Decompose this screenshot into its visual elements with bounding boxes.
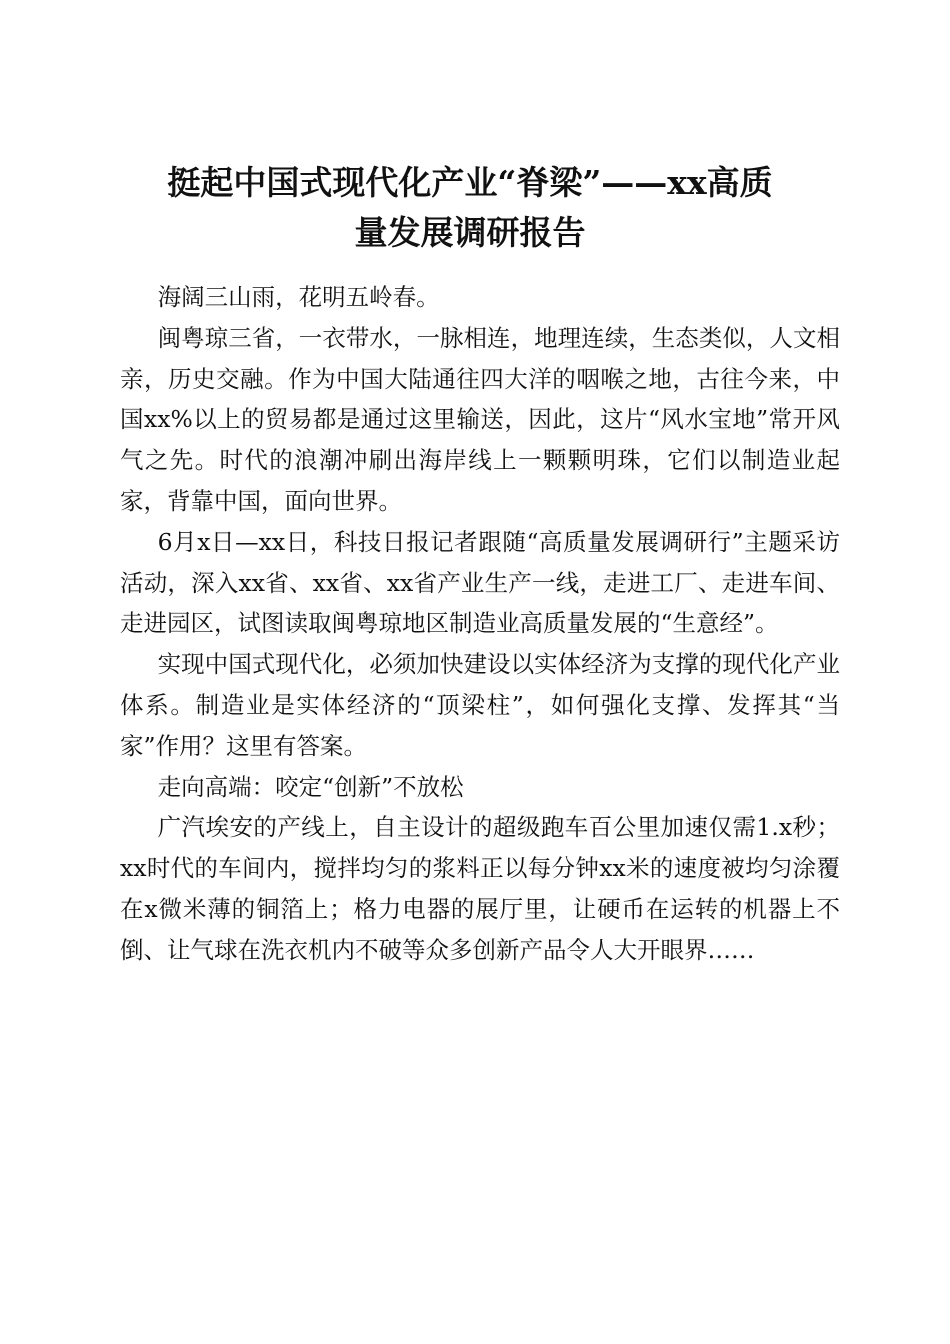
document-body: [120, 277, 840, 971]
document-title: [100, 158, 840, 258]
paragraph-1: 海阔三山雨，花明五岭春。: [157, 283, 440, 311]
paragraph-4: 实现中国式现代化，必须加快建设以实体经济为支撑的现代化产业体系。制造业是实体经济的“顶梁柱”，如何强化支撑、发挥其“当家”作用？这里有答案。: [120, 650, 840, 760]
paragraph-5: 广汽埃安的产线上，自主设计的超级跑车百公里加速仅需1.x秒；xx时代的车间内，搅拌均匀的浆料正以每分钟xx米的速度被均匀涂覆在x微米薄的铜箔上；格力电器的展厅里，让硬币在运转的机器上不倒、让气球在洗衣机内不破等众多创新产品令人大开眼界……: [120, 813, 840, 964]
paragraph-2: 闽粤琼三省，一衣带水，一脉相连，地理连续，生态类似，人文相亲，历史交融。作为中国大陆通往四大洋的咽喉之地，古往今来，中国xx%以上的贸易都是通过这里输送，因此，这片“风水宝地”常开风气之先。时代的浪潮冲刷出海岸线上一颗颗明珠，它们以制造业起家，背靠中国，面向世界。: [120, 323, 840, 515]
section-heading: 走向高端：咬定“创新”不放松: [157, 772, 464, 801]
title-line-2: 量发展调研报告: [354, 213, 586, 253]
title-line-1: 挺起中国式现代化产业“脊梁”——xx高质: [167, 163, 773, 203]
paragraph-3: 6月x日—xx日，科技日报记者跟随“高质量发展调研行”主题采访活动，深入xx省、xx省、xx省产业生产一线，走进工厂、走进车间、走进园区，试图读取闽粤琼地区制造业高质量发展的“生意经”。: [120, 527, 840, 638]
